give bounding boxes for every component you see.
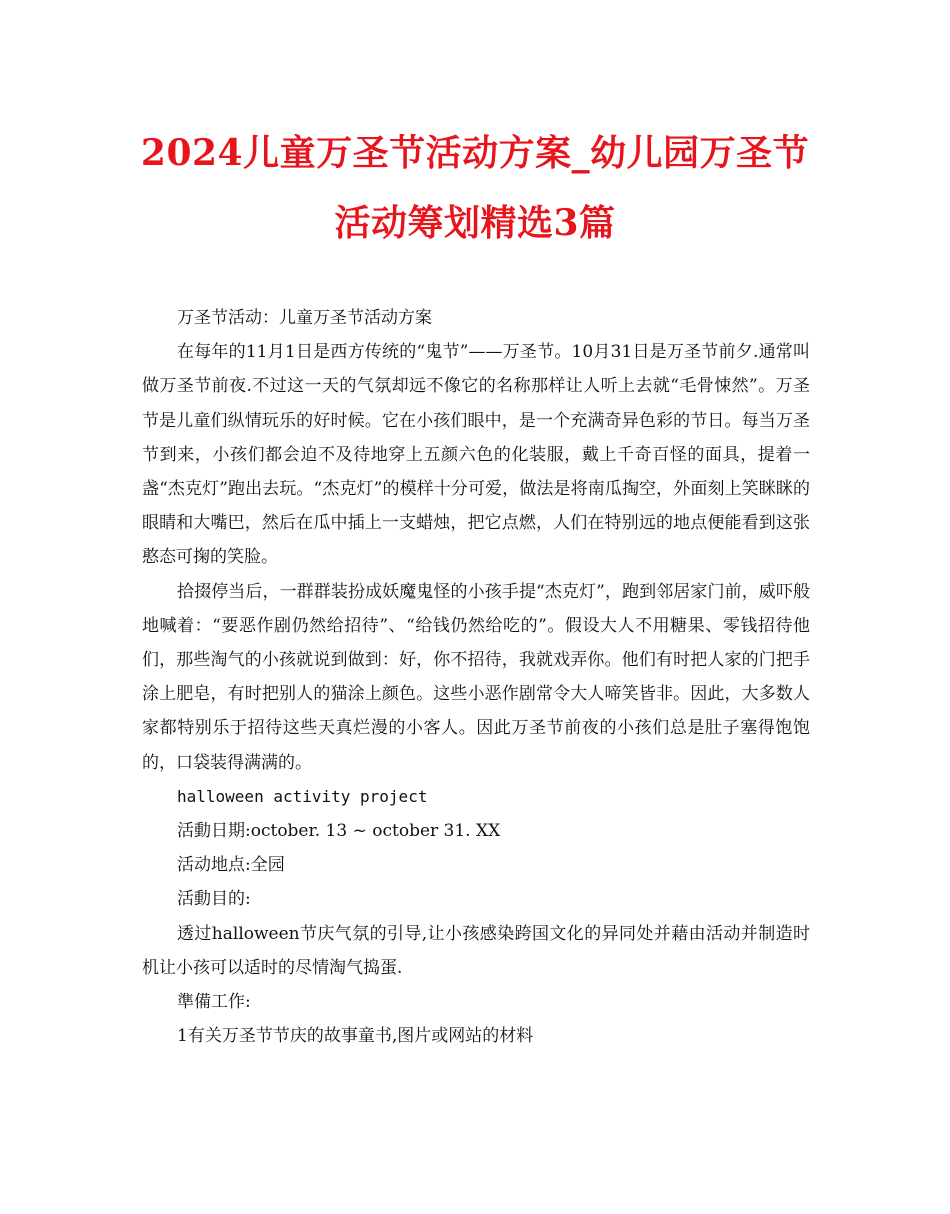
- document-title-line-2: 活动筹划精选3篇: [334, 202, 616, 244]
- paragraph-trick-or-treat: 拾掇停当后，一群群装扮成妖魔鬼怪的小孩手提“杰克灯”，跑到邻居家门前，威吓般地喊着：“要恶作剧仍然给招待”、“给钱仍然给吃的”。假设大人不用糖果、零钱招待他们，那些淘气的小孩就说到做到：好，你不招待，我就戏弄你。他们有时把人家的门把手涂上肥皂，有时把别人的猫涂上颜色。这些小恶作剧常令大人啼笑皆非。因此，大多数人家都特别乐于招待这些天真烂漫的小客人。因此万圣节前夜的小孩们总是肚子塞得饱饱的，口袋装得满满的。: [142, 581, 810, 773]
- project-name-line: halloween activity project: [177, 786, 428, 806]
- document-body: [142, 301, 810, 1053]
- section-heading: 万圣节活动：儿童万圣节活动方案: [177, 308, 432, 328]
- paragraph-intro: 在每年的11月1日是西方传统的“鬼节”——万圣节。10月31日是万圣节前夕.通常叫做万圣节前夜.不过这一天的气氛却远不像它的名称那样让人听上去就“毛骨悚然”。万圣节是儿童们纵情玩乐的好时候。它在小孩们眼中，是一个充满奇异色彩的节日。每当万圣节到来，小孩们都会迫不及待地穿上五颜六色的化装服，戴上千奇百怪的面具，提着一盏“杰克灯”跑出去玩。“杰克灯”的模样十分可爱，做法是将南瓜掏空，外面刻上笑眯眯的眼睛和大嘴巴，然后在瓜中插上一支蜡烛，把它点燃，人们在特别远的地点便能看到这张憨态可掬的笑脸。: [142, 342, 810, 568]
- activity-purpose-text: 透过halloween节庆气氛的引导,让小孩感染跨国文化的异同处并藉由活动并制造时机让小孩可以适时的尽情淘气捣蛋.: [142, 923, 810, 978]
- preparation-item-1: 1有关万圣节节庆的故事童书,图片或网站的材料: [177, 1026, 534, 1047]
- activity-date-line: 活動日期:october. 13 ~ october 31. XX: [177, 821, 501, 842]
- activity-purpose-heading: 活動目的:: [177, 889, 251, 910]
- preparation-heading: 準備工作:: [177, 992, 251, 1013]
- activity-location-line: 活动地点:全园: [177, 855, 285, 876]
- document-title-line-1: 2024儿童万圣节活动方案_幼儿园万圣节: [140, 132, 810, 174]
